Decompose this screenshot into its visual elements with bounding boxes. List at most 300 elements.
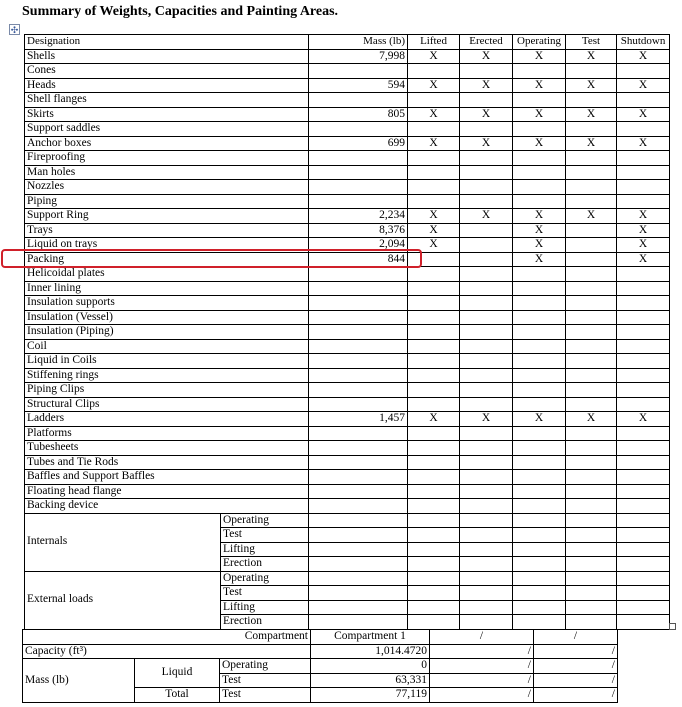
erected-cell: X xyxy=(460,209,513,224)
shutdown-cell xyxy=(617,296,670,311)
table-resize-handle[interactable] xyxy=(669,623,676,630)
test-cell xyxy=(566,223,617,238)
test-cell xyxy=(566,470,617,485)
designation-cell: Backing device xyxy=(25,499,309,514)
lifted-cell xyxy=(408,281,460,296)
lifted-cell xyxy=(408,383,460,398)
operating-cell xyxy=(513,354,566,369)
test-cell xyxy=(566,180,617,195)
operating-cell xyxy=(513,470,566,485)
shutdown-cell xyxy=(617,180,670,195)
table-row xyxy=(25,49,670,64)
designation-cell: Insulation (Piping) xyxy=(25,325,309,340)
empty-cell xyxy=(309,586,408,601)
table-row xyxy=(25,397,670,412)
test-cell: X xyxy=(566,78,617,93)
test-label: Test xyxy=(220,673,311,688)
mass-cell xyxy=(309,281,408,296)
mass-cell xyxy=(309,397,408,412)
capacity-table xyxy=(22,629,618,703)
shutdown-cell: X xyxy=(617,238,670,253)
table-row xyxy=(25,339,670,354)
table-row xyxy=(25,499,670,514)
empty-cell xyxy=(309,600,408,615)
empty-cell xyxy=(460,557,513,572)
compartment-1-header: Compartment 1 xyxy=(311,630,430,645)
test-value-2: / xyxy=(430,673,534,688)
empty-cell xyxy=(513,513,566,528)
lifted-cell: X xyxy=(408,209,460,224)
empty-cell xyxy=(513,586,566,601)
group-sub-label: Lifting xyxy=(221,600,309,615)
test-cell xyxy=(566,383,617,398)
erected-cell xyxy=(460,499,513,514)
empty-cell xyxy=(408,586,460,601)
erected-cell xyxy=(460,339,513,354)
lifted-cell: X xyxy=(408,412,460,427)
test-cell xyxy=(566,296,617,311)
test-cell xyxy=(566,281,617,296)
mass-cell xyxy=(309,165,408,180)
designation-cell: Skirts xyxy=(25,107,309,122)
shutdown-cell: X xyxy=(617,223,670,238)
table-row xyxy=(25,470,670,485)
shutdown-cell: X xyxy=(617,107,670,122)
table-row xyxy=(25,238,670,253)
mass-cell: 7,998 xyxy=(309,49,408,64)
col-header-shutdown: Shutdown xyxy=(617,35,670,50)
operating-cell xyxy=(513,368,566,383)
table-row xyxy=(25,252,670,267)
operating-value-2: / xyxy=(430,659,534,674)
table-row xyxy=(25,267,670,282)
empty-cell xyxy=(460,615,513,630)
lifted-cell xyxy=(408,426,460,441)
shutdown-cell xyxy=(617,93,670,108)
mass-cell xyxy=(309,499,408,514)
col-header-test: Test xyxy=(566,35,617,50)
group-sub-label: Test xyxy=(221,586,309,601)
operating-cell xyxy=(513,397,566,412)
mass-cell: 699 xyxy=(309,136,408,151)
operating-cell xyxy=(513,296,566,311)
test-cell xyxy=(566,93,617,108)
empty-cell xyxy=(309,542,408,557)
operating-cell xyxy=(513,64,566,79)
designation-cell: Platforms xyxy=(25,426,309,441)
operating-label: Operating xyxy=(220,659,311,674)
designation-cell: Stiffening rings xyxy=(25,368,309,383)
mass-cell: 594 xyxy=(309,78,408,93)
table-row xyxy=(25,165,670,180)
empty-cell xyxy=(566,615,617,630)
table-row xyxy=(25,325,670,340)
erected-cell xyxy=(460,484,513,499)
designation-cell: Man holes xyxy=(25,165,309,180)
compartment-row xyxy=(23,630,618,645)
lifted-cell xyxy=(408,93,460,108)
empty-cell xyxy=(309,513,408,528)
lifted-cell xyxy=(408,310,460,325)
lifted-cell xyxy=(408,64,460,79)
empty-cell xyxy=(309,557,408,572)
operating-cell xyxy=(513,122,566,137)
mass-cell xyxy=(309,383,408,398)
shutdown-cell: X xyxy=(617,49,670,64)
total-value-2: / xyxy=(430,688,534,703)
test-cell xyxy=(566,310,617,325)
shutdown-cell xyxy=(617,339,670,354)
erected-cell xyxy=(460,223,513,238)
erected-cell xyxy=(460,325,513,340)
designation-cell: Heads xyxy=(25,78,309,93)
table-row xyxy=(25,107,670,122)
operating-cell: X xyxy=(513,49,566,64)
weights-table xyxy=(24,34,670,630)
erected-cell: X xyxy=(460,78,513,93)
erected-cell: X xyxy=(460,136,513,151)
empty-cell xyxy=(513,571,566,586)
test-cell xyxy=(566,441,617,456)
mass-cell xyxy=(309,180,408,195)
mass-cell xyxy=(309,426,408,441)
operating-cell xyxy=(513,267,566,282)
empty-cell xyxy=(408,542,460,557)
shutdown-cell xyxy=(617,64,670,79)
shutdown-cell: X xyxy=(617,209,670,224)
erected-cell xyxy=(460,383,513,398)
erected-cell xyxy=(460,310,513,325)
table-row xyxy=(25,93,670,108)
test-value-3: / xyxy=(534,673,618,688)
operating-value: 0 xyxy=(311,659,430,674)
mass-cell: 805 xyxy=(309,107,408,122)
liquid-label: Liquid xyxy=(135,659,220,688)
designation-cell: Tubes and Tie Rods xyxy=(25,455,309,470)
operating-cell xyxy=(513,325,566,340)
test-cell xyxy=(566,122,617,137)
group-label: Internals xyxy=(25,513,221,571)
operating-cell: X xyxy=(513,209,566,224)
col-header-lifted: Lifted xyxy=(408,35,460,50)
designation-cell: Helicoidal plates xyxy=(25,267,309,282)
operating-cell xyxy=(513,165,566,180)
shutdown-cell xyxy=(617,310,670,325)
table-row xyxy=(25,310,670,325)
table-row xyxy=(25,194,670,209)
empty-cell xyxy=(513,600,566,615)
mass-cell: 844 xyxy=(309,252,408,267)
shutdown-cell xyxy=(617,165,670,180)
erected-cell xyxy=(460,238,513,253)
mass-cell: 1,457 xyxy=(309,412,408,427)
mass-cell xyxy=(309,310,408,325)
test-cell: X xyxy=(566,412,617,427)
table-move-handle-icon[interactable]: ✣ xyxy=(10,25,19,35)
mass-cell xyxy=(309,484,408,499)
designation-cell: Support Ring xyxy=(25,209,309,224)
lifted-cell xyxy=(408,339,460,354)
erected-cell: X xyxy=(460,107,513,122)
erected-cell xyxy=(460,354,513,369)
col-header-designation: Designation xyxy=(25,35,309,50)
test-cell xyxy=(566,165,617,180)
operating-cell: X xyxy=(513,107,566,122)
erected-cell xyxy=(460,122,513,137)
lifted-cell xyxy=(408,470,460,485)
designation-cell: Cones xyxy=(25,64,309,79)
group-sub-label: Operating xyxy=(221,513,309,528)
erected-cell xyxy=(460,455,513,470)
operating-cell xyxy=(513,455,566,470)
test-cell: X xyxy=(566,209,617,224)
shutdown-cell xyxy=(617,194,670,209)
test-cell xyxy=(566,426,617,441)
shutdown-cell xyxy=(617,267,670,282)
erected-cell xyxy=(460,194,513,209)
designation-cell: Piping Clips xyxy=(25,383,309,398)
operating-cell xyxy=(513,339,566,354)
erected-cell xyxy=(460,267,513,282)
shutdown-cell xyxy=(617,426,670,441)
test-cell xyxy=(566,339,617,354)
lifted-cell: X xyxy=(408,78,460,93)
shutdown-cell xyxy=(617,281,670,296)
page-title: Summary of Weights, Capacities and Painting Areas. xyxy=(22,4,339,19)
erected-cell xyxy=(460,397,513,412)
test-cell xyxy=(566,455,617,470)
mass-cell xyxy=(309,470,408,485)
empty-cell xyxy=(513,542,566,557)
lifted-cell xyxy=(408,151,460,166)
test-cell xyxy=(566,325,617,340)
lifted-cell xyxy=(408,180,460,195)
designation-cell: Fireproofing xyxy=(25,151,309,166)
mass-cell xyxy=(309,194,408,209)
lifted-cell xyxy=(408,252,460,267)
erected-cell xyxy=(460,470,513,485)
empty-cell xyxy=(460,513,513,528)
lifted-cell xyxy=(408,441,460,456)
empty-cell xyxy=(309,528,408,543)
lifted-cell: X xyxy=(408,49,460,64)
operating-cell xyxy=(513,499,566,514)
mass-operating-row xyxy=(23,659,618,674)
empty-cell xyxy=(408,528,460,543)
designation-cell: Tubesheets xyxy=(25,441,309,456)
table-row xyxy=(25,151,670,166)
shutdown-cell xyxy=(617,441,670,456)
lifted-cell xyxy=(408,194,460,209)
mass-cell xyxy=(309,339,408,354)
designation-cell: Support saddles xyxy=(25,122,309,137)
mass-cell xyxy=(309,354,408,369)
designation-cell: Trays xyxy=(25,223,309,238)
total-value: 77,119 xyxy=(311,688,430,703)
col-header-erected: Erected xyxy=(460,35,513,50)
empty-cell xyxy=(617,557,670,572)
capacity-value-3: / xyxy=(534,644,618,659)
lifted-cell xyxy=(408,397,460,412)
designation-cell: Structural Clips xyxy=(25,397,309,412)
total-value-3: / xyxy=(534,688,618,703)
lifted-cell xyxy=(408,354,460,369)
empty-cell xyxy=(408,600,460,615)
empty-cell xyxy=(617,528,670,543)
erected-cell xyxy=(460,64,513,79)
test-cell xyxy=(566,499,617,514)
designation-cell: Coil xyxy=(25,339,309,354)
table-row xyxy=(25,412,670,427)
mass-cell xyxy=(309,122,408,137)
group-sub-label: Operating xyxy=(221,571,309,586)
table-row xyxy=(25,426,670,441)
table-row xyxy=(25,354,670,369)
empty-cell xyxy=(566,586,617,601)
operating-cell: X xyxy=(513,136,566,151)
shutdown-cell xyxy=(617,122,670,137)
empty-cell xyxy=(566,557,617,572)
col-header-mass: Mass (lb) xyxy=(309,35,408,50)
operating-cell xyxy=(513,426,566,441)
shutdown-cell: X xyxy=(617,252,670,267)
table-row xyxy=(25,180,670,195)
operating-cell: X xyxy=(513,238,566,253)
empty-cell xyxy=(566,513,617,528)
mass-cell xyxy=(309,93,408,108)
test-cell xyxy=(566,484,617,499)
shutdown-cell xyxy=(617,397,670,412)
compartment-3-header: / xyxy=(534,630,618,645)
shutdown-cell xyxy=(617,455,670,470)
shutdown-cell xyxy=(617,484,670,499)
empty-cell xyxy=(408,557,460,572)
test-cell xyxy=(566,151,617,166)
designation-cell: Anchor boxes xyxy=(25,136,309,151)
shutdown-cell xyxy=(617,368,670,383)
lifted-cell xyxy=(408,165,460,180)
designation-cell: Floating head flange xyxy=(25,484,309,499)
empty-cell xyxy=(566,528,617,543)
test-cell xyxy=(566,267,617,282)
test-cell xyxy=(566,354,617,369)
erected-cell: X xyxy=(460,49,513,64)
erected-cell xyxy=(460,252,513,267)
lifted-cell: X xyxy=(408,136,460,151)
test-cell xyxy=(566,368,617,383)
operating-cell xyxy=(513,93,566,108)
table-row xyxy=(25,209,670,224)
designation-cell: Baffles and Support Baffles xyxy=(25,470,309,485)
shutdown-cell xyxy=(617,151,670,166)
empty-cell xyxy=(460,586,513,601)
mass-cell: 2,234 xyxy=(309,209,408,224)
designation-cell: Liquid on trays xyxy=(25,238,309,253)
table-row xyxy=(25,223,670,238)
empty-cell xyxy=(309,571,408,586)
test-cell xyxy=(566,397,617,412)
empty-cell xyxy=(513,615,566,630)
erected-cell xyxy=(460,368,513,383)
erected-cell xyxy=(460,441,513,456)
lifted-cell xyxy=(408,455,460,470)
empty-cell xyxy=(460,542,513,557)
test-cell xyxy=(566,194,617,209)
group-sub-label: Erection xyxy=(221,615,309,630)
designation-cell: Insulation (Vessel) xyxy=(25,310,309,325)
operating-cell xyxy=(513,484,566,499)
operating-cell xyxy=(513,383,566,398)
col-header-operating: Operating xyxy=(513,35,566,50)
table-row xyxy=(25,122,670,137)
operating-cell xyxy=(513,194,566,209)
lifted-cell xyxy=(408,484,460,499)
operating-cell xyxy=(513,151,566,166)
empty-cell xyxy=(460,571,513,586)
lifted-cell xyxy=(408,267,460,282)
operating-cell xyxy=(513,281,566,296)
table-row xyxy=(25,64,670,79)
operating-value-3: / xyxy=(534,659,618,674)
test-cell: X xyxy=(566,49,617,64)
group-label: External loads xyxy=(25,571,221,629)
mass-label: Mass (lb) xyxy=(23,659,135,703)
empty-cell xyxy=(460,600,513,615)
mass-cell xyxy=(309,441,408,456)
mass-cell: 8,376 xyxy=(309,223,408,238)
test-cell xyxy=(566,252,617,267)
operating-cell xyxy=(513,310,566,325)
designation-cell: Piping xyxy=(25,194,309,209)
empty-cell xyxy=(309,615,408,630)
empty-cell xyxy=(566,571,617,586)
group-sub-label: Lifting xyxy=(221,542,309,557)
mass-cell: 2,094 xyxy=(309,238,408,253)
shutdown-cell xyxy=(617,354,670,369)
erected-cell: X xyxy=(460,412,513,427)
erected-cell xyxy=(460,93,513,108)
mass-cell xyxy=(309,325,408,340)
empty-cell xyxy=(513,557,566,572)
lifted-cell: X xyxy=(408,223,460,238)
table-row xyxy=(25,441,670,456)
operating-cell: X xyxy=(513,223,566,238)
shutdown-cell xyxy=(617,499,670,514)
compartment-2-header: / xyxy=(430,630,534,645)
designation-cell: Ladders xyxy=(25,412,309,427)
capacity-value-2: / xyxy=(430,644,534,659)
mass-cell xyxy=(309,267,408,282)
lifted-cell xyxy=(408,325,460,340)
erected-cell xyxy=(460,296,513,311)
shutdown-cell xyxy=(617,470,670,485)
test-cell: X xyxy=(566,107,617,122)
lifted-cell xyxy=(408,368,460,383)
table-row xyxy=(25,281,670,296)
empty-cell xyxy=(617,571,670,586)
designation-cell: Inner lining xyxy=(25,281,309,296)
empty-cell xyxy=(408,615,460,630)
designation-cell: Liquid in Coils xyxy=(25,354,309,369)
group-sub-label: Test xyxy=(221,528,309,543)
table-row xyxy=(25,78,670,93)
shutdown-cell: X xyxy=(617,78,670,93)
mass-cell xyxy=(309,455,408,470)
capacity-label: Capacity (ft³) xyxy=(23,644,311,659)
mass-cell xyxy=(309,151,408,166)
table-header-row xyxy=(25,35,670,50)
lifted-cell: X xyxy=(408,238,460,253)
